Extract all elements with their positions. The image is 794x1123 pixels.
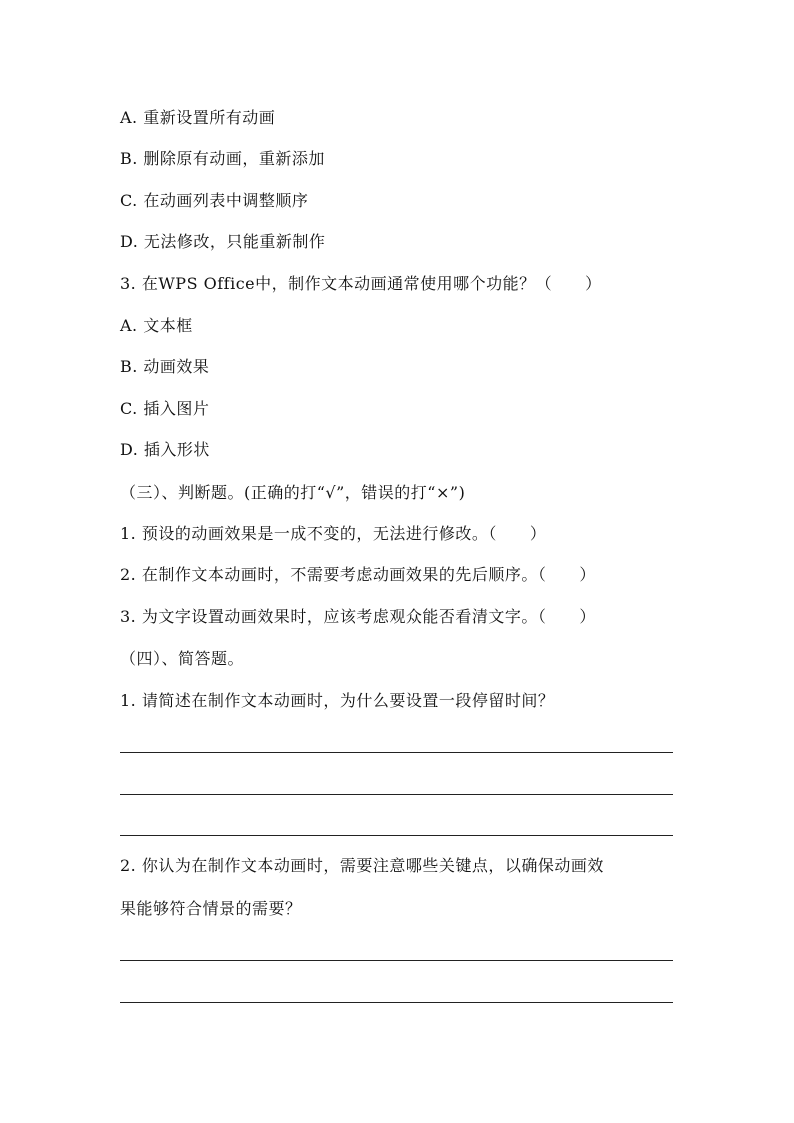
q3-option-d: D. 插入形状: [120, 440, 210, 459]
option-a: A. 重新设置所有动画: [120, 108, 276, 127]
answer-line: [120, 960, 673, 961]
short-answer-q1: 1. 请简述在制作文本动画时，为什么要设置一段停留时间？: [120, 691, 555, 710]
q3-option-c: C. 插入图片: [120, 399, 210, 418]
answer-line: [120, 1002, 673, 1003]
option-b: B. 删除原有动画，重新添加: [120, 149, 325, 168]
judge-item-3: 3. 为文字设置动画效果时，应该考虑观众能否看清文字。（ ）: [120, 607, 596, 626]
option-d: D. 无法修改，只能重新制作: [120, 232, 326, 251]
option-c: C. 在动画列表中调整顺序: [120, 191, 309, 210]
answer-line: [120, 794, 673, 795]
answer-line: [120, 835, 673, 836]
section-4-title: （四）、简答题。: [120, 649, 245, 668]
judge-item-1: 1. 预设的动画效果是一成不变的，无法进行修改。（ ）: [120, 524, 547, 543]
q3-option-a: A. 文本框: [120, 316, 193, 335]
section-3-title: （三）、判断题。(正确的打“√”，错误的打“×”): [120, 483, 466, 502]
short-answer-q2-line1: 2. 你认为在制作文本动画时，需要注意哪些关键点，以确保动画效: [120, 856, 604, 875]
short-answer-q2-line2: 果能够符合情景的需要？: [120, 899, 302, 918]
question-3-stem: 3. 在WPS Office中，制作文本动画通常使用哪个功能？（ ）: [120, 274, 602, 293]
judge-item-2: 2. 在制作文本动画时，不需要考虑动画效果的先后顺序。（ ）: [120, 565, 596, 584]
q3-option-b: B. 动画效果: [120, 357, 210, 376]
answer-line: [120, 752, 673, 753]
